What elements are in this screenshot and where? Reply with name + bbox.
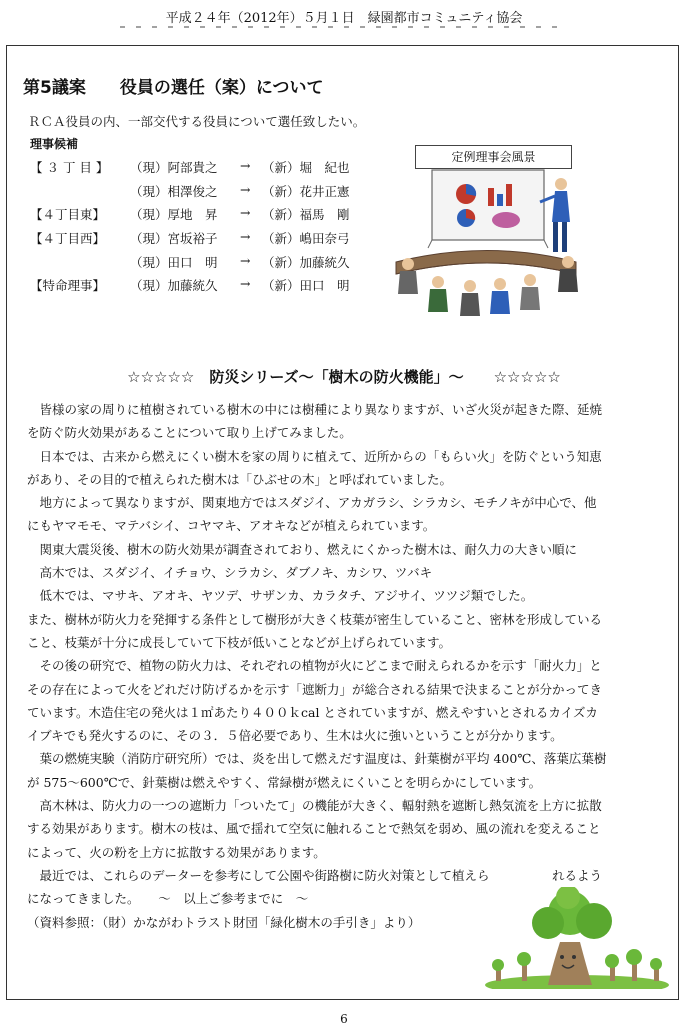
header-bleed-through [120, 24, 560, 30]
text-line: が 575～600℃で、針葉樹は燃えやすく、常緑樹が燃えにくいことを明らかにしています。 [27, 774, 542, 790]
arrow-icon: → [240, 276, 251, 292]
text-line: 葉の燃焼実験（消防庁研究所）では、炎を出して燃えだす温度は、針葉樹が平均 400℃、落葉広葉樹 [27, 751, 607, 767]
arrow-icon: → [240, 229, 251, 245]
agenda-title [23, 73, 324, 98]
text-line: する効果があります。樹木の枝は、風で揺れて空気に触れることで熱気を弱め、風の流れを変えること [27, 821, 601, 837]
candidates-heading: 理事候補 [30, 137, 79, 151]
meeting-illustration [388, 144, 606, 326]
text-line: 皆様の家の周りに植樹されている樹木の中には樹種により異なりますが、いざ火災が起きた際、延焼 [27, 402, 603, 417]
officer-current: （現）宮坂裕子 [130, 231, 218, 247]
text-line: 日本では、古来から燃えにくい樹木を家の周りに植えて、近所からの「もらい火」を防ぐという知恵 [27, 448, 602, 464]
article-body [27, 398, 677, 934]
officer-category: 【特命理事】 [30, 278, 106, 294]
text-line: ています。木造住宅の発火は１㎡あたり４００ｋcal とされていますが、燃えやすいとされるカイズカ [27, 704, 598, 720]
text-line: があり、その目的で植えられた樹木は「ひぶせの木」と呼ばれていました。 [27, 471, 453, 487]
text-line: 低木では、マサキ、アオキ、ヤツデ、サザンカ、カラタチ、アジサイ、ツツジ類でした。 [27, 588, 534, 604]
page-number: 6 [340, 1012, 348, 1026]
officer-new: （新）花井正憲 [262, 183, 350, 199]
officer-current: （現）田口 明 [130, 254, 218, 270]
officer-new: （新）福馬 剛 [262, 207, 350, 223]
text-line: 関東大震災後、樹木の防火効果が調査されており、燃えにくかった樹木は、耐久力の大きい順に [27, 541, 578, 557]
officer-new: （新）田口 明 [262, 278, 350, 294]
officer-current: （現）加藤統久 [130, 278, 218, 294]
agenda-intro: ＲＣＡ役員の内、一部交代する役員について選任致したい。 [28, 114, 366, 129]
arrow-icon: → [240, 181, 251, 197]
text-line: を防ぐ防火効果があることについて取り上げてみました。 [27, 425, 352, 441]
officer-current: （現）厚地 昇 [130, 207, 218, 223]
text-line: その存在によって火をどれだけ防げるかを示す「遮断力」が総合される結果で決まることが分かってき [27, 681, 603, 697]
arrow-icon: → [240, 158, 251, 173]
text-line: 高木林は、防火力の一つの遮断力「ついたて」の機能が大きく、輻射熱を遮断し熱気流を上方に拡散 [27, 798, 602, 814]
officer-category: 【４丁目東】 [30, 207, 106, 223]
text-line: イブキでも発火するのに、その３．５倍必要であり、生木は火に強いということが分かります。 [27, 728, 563, 744]
officer-current: （現）阿部貴之 [130, 160, 218, 175]
officer-new: （新）嶋田奈弓 [262, 231, 350, 247]
officer-new: （新）加藤統久 [262, 254, 350, 270]
arrow-icon: → [240, 205, 251, 221]
text-line: こと、枝葉が十分に成長していて下枝が低いことなどが上げられています。 [27, 634, 452, 650]
page-header: 平成２４年（2012年）５月１日 緑園都市コミュニティ協会 [165, 11, 523, 26]
arrow-icon: → [240, 252, 251, 268]
agenda-heading: 役員の選任（案）について [119, 78, 324, 98]
text-line: その後の研究で、植物の防火力は、それぞれの植物が火にどこまで耐えられるかを示す「耐火力」と [27, 658, 602, 674]
tree-illustration [482, 887, 672, 989]
officer-category: 【４丁目西】 [30, 231, 106, 247]
text-line: 最近では、これらのデーターを参考にして公園や街路樹に防火対策として植えら れるよう [27, 867, 603, 883]
illustration-caption: 定例理事会風景 [415, 145, 572, 169]
section-title: ☆☆☆☆☆ 防災シリーズ～「樹木の防火機能」～ ☆☆☆☆☆ [127, 368, 561, 386]
agenda-number: 第5議案 [23, 78, 86, 98]
text-line: にもヤマモモ、マテバシイ、コヤマキ、アオキなどが植えられています。 [27, 518, 436, 534]
officer-category: 【 ３ 丁 目 】 [30, 160, 109, 175]
text-line: また、樹林が防火力を発揮する条件として樹形が大きく枝葉が密生していること、密林を形成している [27, 611, 603, 627]
officer-new: （新）堀 紀也 [262, 160, 350, 175]
text-line: になってきました。 ～ 以上ご参考までに ～ [27, 891, 309, 907]
text-line: によって、火の粉を上方に拡散する効果があります。 [27, 844, 326, 860]
text-line: 地方によって異なりますが、関東地方ではスダジイ、アカガラシ、シラカシ、モチノキが中心で、他 [27, 495, 597, 511]
text-line: 高木では、スダジイ、イチョウ、シラカシ、ダブノキ、カシワ、ツバキ [27, 565, 433, 581]
text-line: （資料参照：（財）かながわトラスト財団「緑化樹木の手引き」より） [27, 914, 421, 930]
officer-current: （現）相澤俊之 [130, 183, 218, 199]
